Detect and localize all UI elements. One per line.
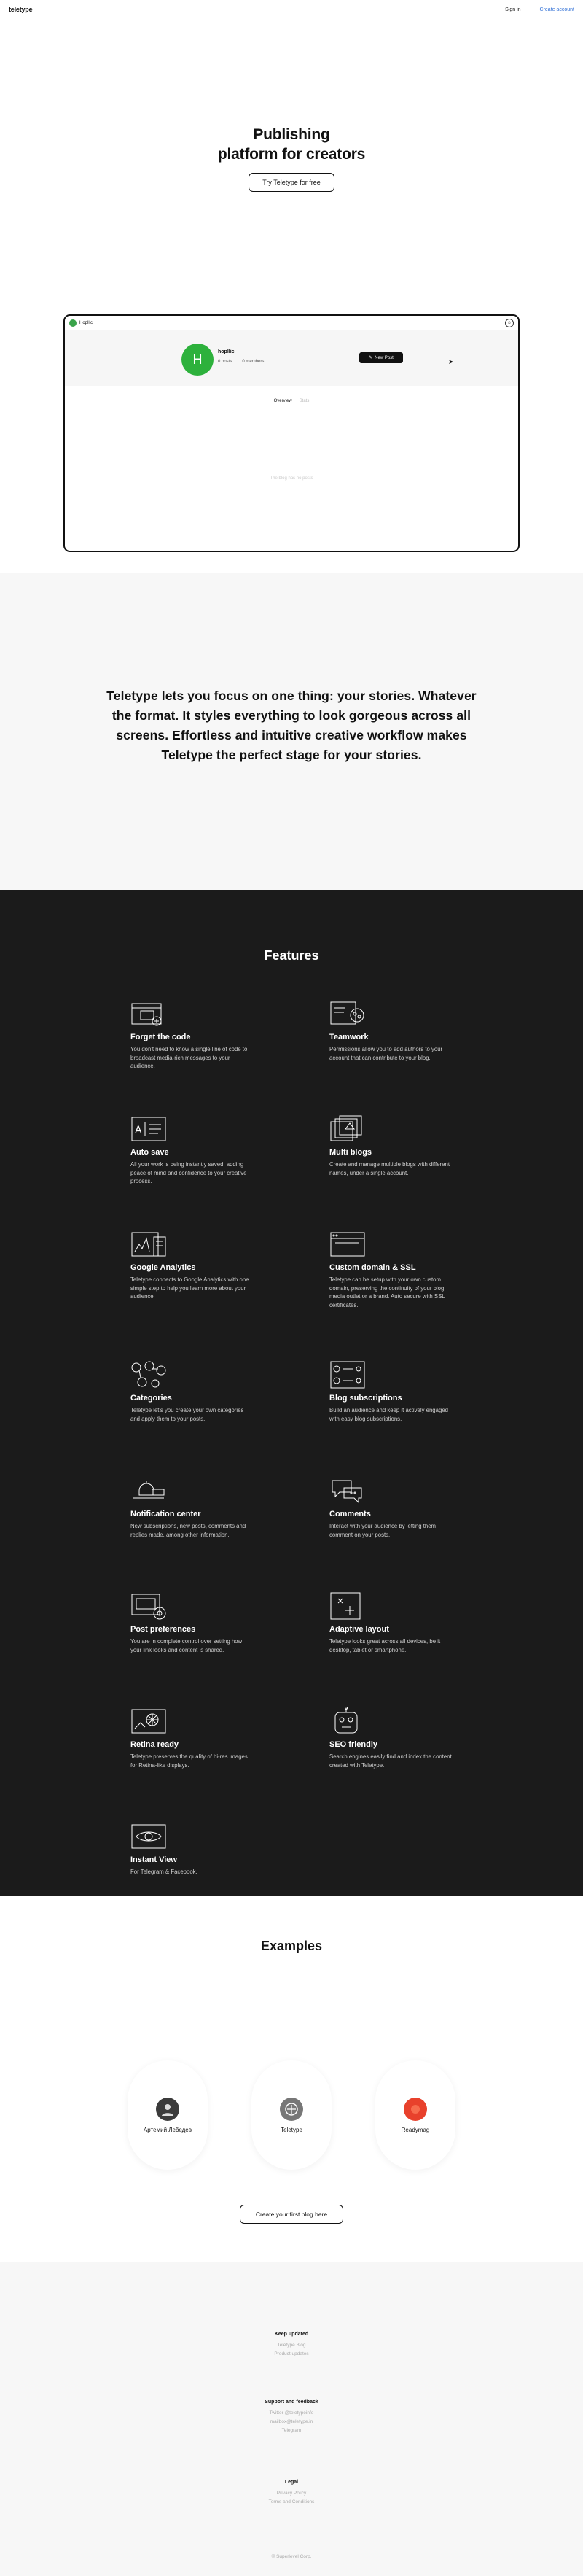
example-name: Артемий Лебедев <box>143 2126 192 2133</box>
feature-notification-center <box>130 1476 254 1539</box>
example-card-lebedev[interactable] <box>128 2060 208 2170</box>
readymag-logo-icon <box>407 2101 423 2117</box>
mockup-brand-dot <box>69 319 77 327</box>
footer-group-title: Legal <box>284 2480 299 2485</box>
feature-title: Retina ready <box>130 1740 179 1749</box>
feature-desc: Teletype connects to Google Analytics with one simple step to help you learn more about your audience <box>130 1276 249 1300</box>
mockup-profile <box>65 330 518 386</box>
feature-desc: Teletype looks great across all devices, be it desktop, tablet or smartphone. <box>329 1638 441 1653</box>
person-avatar-icon <box>160 2101 176 2117</box>
feature-adaptive-layout <box>329 1591 453 1654</box>
hero-title-line-1: Publishing <box>253 126 330 143</box>
example-avatar <box>280 2098 303 2121</box>
create-account-link[interactable]: Create account <box>539 7 574 12</box>
mockup-avatar: H <box>181 344 214 376</box>
pencil-icon: ✎ <box>369 356 373 360</box>
feature-title: Teamwork <box>329 1033 369 1041</box>
feature-custom-domain <box>329 1230 453 1309</box>
blog-preview-mockup <box>63 314 520 552</box>
copyright: © Superlevel Corp. <box>271 2554 312 2559</box>
footer-link-twitter[interactable]: Twitter @teletypeinfo <box>269 2410 314 2416</box>
feature-seo-friendly <box>329 1707 453 1769</box>
footer-keep-updated <box>0 2332 583 2359</box>
try-free-button[interactable]: Try Teletype for free <box>249 173 334 192</box>
auto-save-icon <box>130 1114 167 1144</box>
feature-desc: Create and manage multiple blogs with different names, under a single account. <box>329 1161 450 1176</box>
categories-icon <box>130 1360 167 1389</box>
mockup-tab-stats: Stats <box>299 399 310 403</box>
feature-title: Post preferences <box>130 1625 196 1634</box>
svg-text:A: A <box>135 1125 142 1136</box>
feature-desc: Teletype can be setup with your own custom domain, preserving the continuity of your blog, media outlet or a brand. Auto secure with SSL certificates. <box>329 1276 446 1308</box>
feature-multi-blogs <box>329 1114 453 1177</box>
footer-group-title: Keep updated <box>274 2332 309 2337</box>
mockup-user-icon: ☺ <box>505 319 514 327</box>
example-name: Teletype <box>281 2126 302 2133</box>
hero-section <box>0 19 583 573</box>
teletype-logo-icon <box>283 2101 300 2117</box>
footer-link-product-updates[interactable]: Product updates <box>274 2351 309 2356</box>
sign-in-link[interactable]: Sign in <box>505 7 521 12</box>
feature-desc: Interact with your audience by letting them comment on your posts. <box>329 1523 437 1538</box>
examples-title: Examples <box>260 1939 323 1953</box>
statement-section <box>0 573 583 890</box>
top-bar <box>0 0 583 19</box>
footer-support <box>0 2400 583 2435</box>
feature-google-analytics <box>130 1230 254 1301</box>
mockup-brand <box>69 319 93 327</box>
adaptive-layout-icon <box>329 1591 366 1621</box>
hero-title <box>0 125 583 164</box>
instant-view-icon <box>130 1822 167 1851</box>
retina-icon <box>130 1707 167 1736</box>
mockup-empty-state: The blog has no posts <box>270 476 313 481</box>
footer-link-privacy[interactable]: Privacy Policy <box>276 2491 307 2496</box>
feature-instant-view <box>130 1822 254 1877</box>
feature-title: Adaptive layout <box>329 1625 389 1634</box>
footer-link-terms[interactable]: Terms and Conditions <box>268 2499 315 2505</box>
feature-retina-ready <box>130 1707 254 1769</box>
footer-legal <box>0 2480 583 2507</box>
feature-title: Auto save <box>130 1148 169 1157</box>
feature-desc: Permissions allow you to add authors to your account that can contribute to your blog. <box>329 1046 443 1061</box>
feature-forget-the-code <box>130 999 254 1071</box>
features-title: Features <box>264 948 319 963</box>
feature-desc: Build an audience and keep it actively engaged with easy blog subscriptions. <box>329 1407 448 1422</box>
teamwork-icon <box>329 999 366 1028</box>
feature-title: SEO friendly <box>329 1740 378 1749</box>
mockup-header <box>65 316 518 330</box>
mockup-posts-count: 0 posts <box>218 360 232 364</box>
mockup-brand-name: Hopllic <box>79 320 93 325</box>
teletype-logo[interactable]: teletype <box>9 6 33 13</box>
feature-title: Comments <box>329 1510 371 1518</box>
cursor-icon: ➤ <box>448 358 454 365</box>
features-section <box>0 890 583 1896</box>
statement-text: Teletype lets you focus on one thing: your stories. Whatever the format. It styles everything to look gorgeous across all screens. Effortless and intuitive creative workflow makes Teletype the perfect stage for your stories. <box>106 688 477 762</box>
feature-title: Google Analytics <box>130 1263 196 1272</box>
mockup-stats <box>218 360 264 364</box>
multi-blogs-icon <box>329 1114 366 1144</box>
feature-desc: You are in complete control over setting how your link looks and content is shared. <box>130 1638 243 1653</box>
create-first-blog-button[interactable]: Create your first blog here <box>240 2205 343 2224</box>
post-preferences-icon <box>130 1591 167 1621</box>
feature-title: Notification center <box>130 1510 201 1518</box>
feature-blog-subscriptions <box>329 1360 453 1423</box>
feature-desc: Teletype let's you create your own categories and apply them to your posts. <box>130 1407 244 1422</box>
feature-teamwork <box>329 999 453 1062</box>
feature-desc: Teletype preserves the quality of hi-res images for Retina-like displays. <box>130 1753 248 1769</box>
footer <box>0 2262 583 2576</box>
notification-icon <box>130 1476 167 1505</box>
mockup-blog-name: hopllic <box>218 349 235 354</box>
feature-desc: All your work is being instantly saved, adding peace of mind and confidence to your creative process. <box>130 1161 247 1184</box>
feature-categories <box>130 1360 254 1423</box>
mockup-new-post-button <box>359 352 403 363</box>
custom-domain-icon <box>329 1230 366 1259</box>
feature-title: Forget the code <box>130 1033 191 1041</box>
footer-link-email[interactable]: mailbox@teletype.in <box>270 2419 313 2424</box>
mockup-members-count: 0 members <box>242 360 265 364</box>
feature-post-preferences <box>130 1591 254 1654</box>
footer-link-telegram[interactable]: Telegram <box>281 2428 302 2433</box>
examples-section <box>0 1896 583 2262</box>
example-avatar <box>156 2098 179 2121</box>
example-card-readymag[interactable] <box>375 2060 455 2170</box>
mockup-new-post-label: New Post <box>375 355 394 360</box>
feature-comments <box>329 1476 453 1539</box>
mockup-tab-overview: Overview <box>273 399 292 403</box>
feature-title: Categories <box>130 1394 172 1403</box>
example-avatar <box>404 2098 427 2121</box>
feature-auto-save <box>130 1114 254 1186</box>
top-nav <box>505 7 574 12</box>
seo-robot-icon <box>329 1707 366 1736</box>
analytics-icon <box>130 1230 167 1259</box>
feature-desc: For Telegram & Facebook. <box>130 1869 197 1875</box>
example-name: Readymag <box>401 2126 430 2133</box>
hero-title-line-2: platform for creators <box>217 146 366 163</box>
example-card-teletype[interactable] <box>251 2060 332 2170</box>
feature-title: Instant View <box>130 1855 177 1864</box>
subscriptions-icon <box>329 1360 366 1389</box>
footer-group-title: Support and feedback <box>265 2400 318 2405</box>
feature-title: Custom domain & SSL <box>329 1263 416 1272</box>
feature-desc: Search engines easily find and index the content created with Teletype. <box>329 1753 452 1769</box>
footer-link-blog[interactable]: Teletype Blog <box>277 2343 306 2348</box>
feature-title: Blog subscriptions <box>329 1394 402 1403</box>
feature-title: Multi blogs <box>329 1148 372 1157</box>
mockup-tabs <box>65 399 518 403</box>
feature-desc: New subscriptions, new posts, comments and replies made, among other information. <box>130 1523 246 1538</box>
code-editor-icon <box>130 999 167 1028</box>
feature-desc: You don't need to know a single line of code to broadcast media-rich messages to your audience. <box>130 1046 248 1069</box>
comments-icon <box>329 1476 366 1505</box>
